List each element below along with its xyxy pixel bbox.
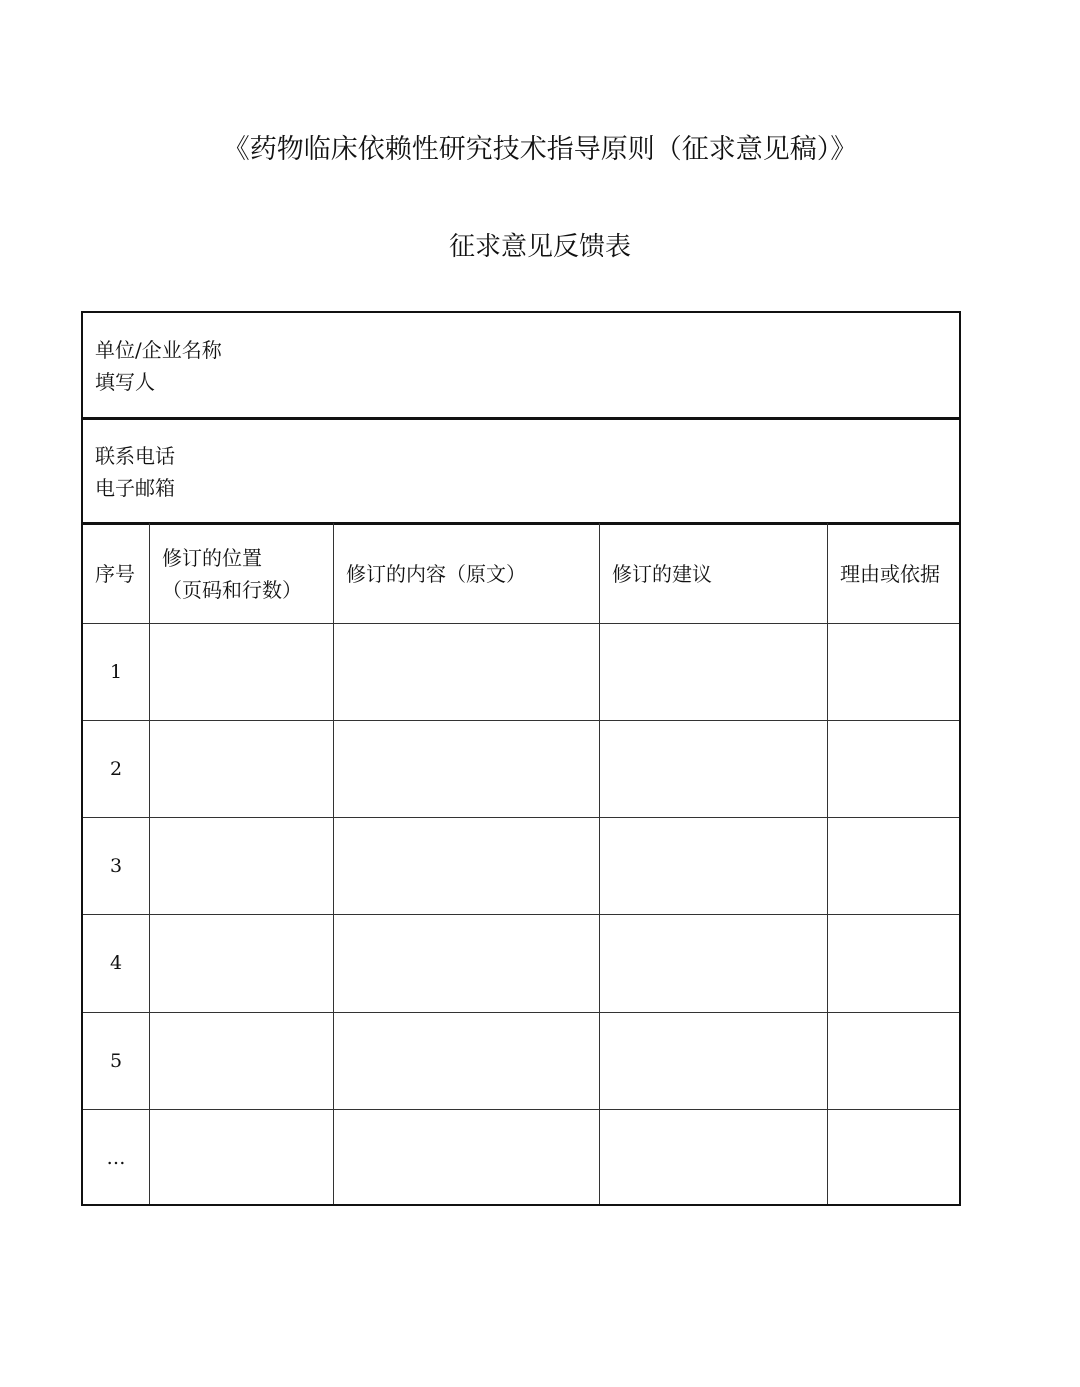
table-row-number: 1	[109, 661, 123, 683]
table-row-number: 2	[109, 758, 123, 780]
table-row-number: 3	[109, 855, 123, 877]
header-location	[150, 525, 333, 623]
row-divider	[83, 623, 959, 624]
row-divider	[83, 720, 959, 721]
column-divider	[599, 523, 600, 1204]
divider	[83, 417, 959, 420]
column-divider	[333, 523, 334, 1204]
document-title: 《药物临床依赖性研究技术指导原则（征求意见稿）》	[222, 134, 858, 165]
feedback-form-table	[81, 311, 961, 1206]
row-divider	[83, 914, 959, 915]
header-reason: 理由或依据	[840, 562, 940, 586]
email-label: 电子邮箱	[95, 476, 175, 500]
row-divider	[83, 1109, 959, 1110]
org-name-label: 单位/企业名称	[95, 338, 222, 362]
form-title: 征求意见反馈表	[448, 232, 631, 262]
row-divider	[83, 817, 959, 818]
header-content: 修订的内容（原文）	[346, 562, 526, 586]
table-row-number: 4	[109, 952, 123, 974]
header-location-line1: 修订的位置	[162, 546, 262, 570]
row-divider	[83, 1012, 959, 1013]
header-location-line2: （页码和行数）	[162, 578, 302, 602]
header-suggestion: 修订的建议	[612, 562, 712, 586]
column-divider	[827, 523, 828, 1204]
table-row-number: 5	[109, 1050, 123, 1072]
contact-info-block	[83, 440, 959, 504]
org-info-block	[83, 334, 959, 398]
column-divider	[149, 523, 150, 1204]
header-seq: 序号	[95, 562, 135, 586]
table-row-number: …	[106, 1147, 126, 1169]
filler-label: 填写人	[95, 370, 155, 394]
phone-label: 联系电话	[95, 444, 175, 468]
